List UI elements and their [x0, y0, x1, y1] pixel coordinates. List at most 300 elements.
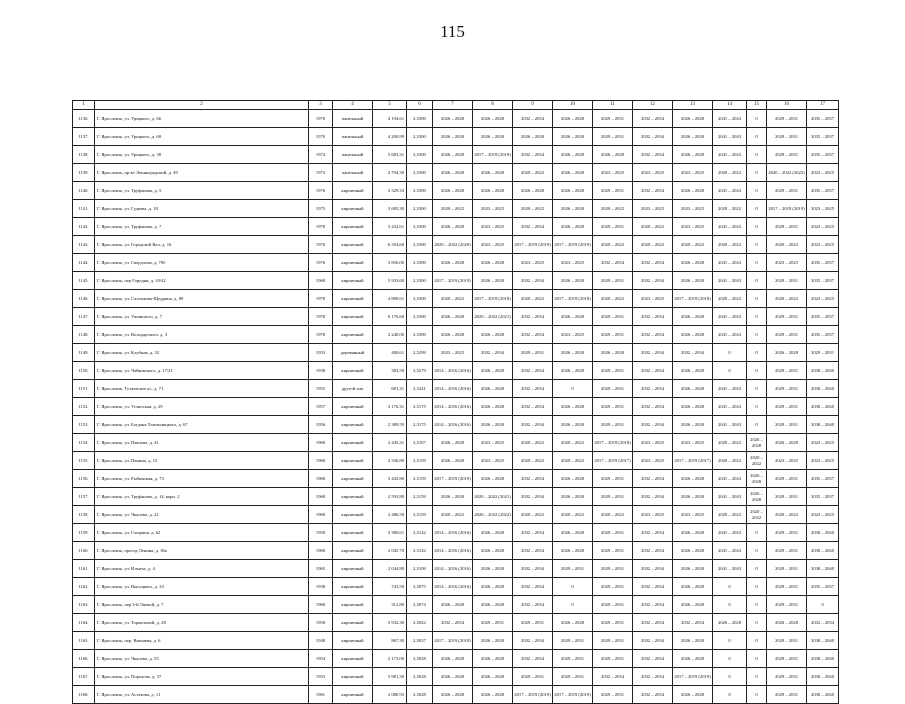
table-cell: 2 336,80	[373, 452, 407, 470]
address-cell: Г. Ярославль, ул. Астахова, д. 11	[95, 686, 309, 704]
table-cell: 2026 – 2028	[553, 182, 593, 200]
table-cell: 1978	[309, 218, 333, 236]
table-cell: 1960	[309, 434, 333, 452]
table-cell: 2,5175	[407, 416, 433, 434]
table-cell: кирпичный	[333, 614, 373, 632]
table-cell: 2023 – 2025	[633, 164, 673, 182]
table-cell: 2026 – 2028	[673, 596, 713, 614]
table-row	[73, 416, 839, 434]
header-cell: 17	[807, 101, 839, 110]
table-cell: 2,5279	[407, 362, 433, 380]
table-cell: 2014 – 2016 (2016)	[433, 560, 473, 578]
table-cell: 2020 – 2022	[713, 452, 747, 470]
table-cell: 2032 – 2034	[513, 272, 553, 290]
address-cell: Г. Ярославль, Тутаевское ш., д. 71	[95, 380, 309, 398]
table-cell: 2026 – 2028	[473, 164, 513, 182]
table-cell: 2026 – 2028	[473, 110, 513, 128]
table-cell: 2032 – 2034	[633, 128, 673, 146]
table-cell: 2029 – 2031	[593, 560, 633, 578]
table-cell: 2032 – 2034	[633, 614, 673, 632]
table-cell: 2035 – 2037	[807, 146, 839, 164]
address-cell: Г. Ярославль, ул. Чкалова, д. 53	[95, 650, 309, 668]
table-cell: 0	[747, 308, 767, 326]
table-cell: 2026 – 2028	[673, 542, 713, 560]
table-cell: 2029 – 2031	[767, 182, 807, 200]
address-cell: Г. Ярославль, ул. Труфанова, д. 5	[95, 182, 309, 200]
table-cell: 2,5300	[407, 110, 433, 128]
table-cell: 1159.	[73, 524, 95, 542]
table-cell: 2026 – 2028	[473, 254, 513, 272]
table-cell: 2029 – 2031	[553, 668, 593, 686]
table-cell: 2014 – 2016 (2016)	[433, 524, 473, 542]
table-cell: 2 794,30	[373, 164, 407, 182]
table-cell: 2026 – 2028	[433, 308, 473, 326]
table-cell: 5 932,30	[373, 614, 407, 632]
table-cell: 2023 – 2025	[473, 434, 513, 452]
table-cell: 0	[747, 578, 767, 596]
table-cell: 0	[747, 164, 767, 182]
table-cell: 1165.	[73, 632, 95, 650]
table-cell: 4 194,61	[373, 110, 407, 128]
table-cell: 2032 – 2034	[633, 650, 673, 668]
table-cell: 2032 – 2034	[513, 326, 553, 344]
table-cell: 2017 – 2019 (2019)	[673, 668, 713, 686]
table-cell: кирпичный	[333, 578, 373, 596]
table-cell: 2020 – 2022	[513, 434, 553, 452]
table-cell: 5 933,60	[373, 272, 407, 290]
table-cell: 2029 – 2031	[513, 668, 553, 686]
table-cell: 2026 – 2028	[673, 362, 713, 380]
table-cell: 1960	[309, 452, 333, 470]
table-cell: 1938	[309, 362, 333, 380]
table-cell: 2032 – 2034	[633, 182, 673, 200]
table-cell: 2 045,70	[373, 542, 407, 560]
table-cell: 2,5300	[407, 236, 433, 254]
table-cell: кирпичный	[333, 236, 373, 254]
table-cell: 0	[713, 632, 747, 650]
table-cell: деревянный	[333, 344, 373, 362]
table-row	[73, 326, 839, 344]
table-cell: 0	[747, 362, 767, 380]
table-cell: 2032 – 2034	[513, 110, 553, 128]
table-cell: 4 200,99	[373, 128, 407, 146]
table-row	[73, 470, 839, 488]
table-cell: панельный	[333, 164, 373, 182]
table-cell: 2026 – 2028	[747, 434, 767, 452]
table-cell: 2014 – 2016 (2016)	[433, 380, 473, 398]
table-cell: 2041 – 2043	[713, 524, 747, 542]
table-cell: 0	[713, 596, 747, 614]
table-cell: 2029 – 2031	[593, 614, 633, 632]
table-cell: 0	[747, 272, 767, 290]
table-cell: 2029 – 2031	[767, 524, 807, 542]
table-cell: 4 880,61	[373, 290, 407, 308]
table-cell: 2029 – 2031	[767, 632, 807, 650]
table-cell: 2032 – 2034	[673, 614, 713, 632]
table-cell: 2026 – 2028	[553, 614, 593, 632]
table-cell: 2026 – 2028	[673, 488, 713, 506]
table-cell: 2020 – 2022	[713, 200, 747, 218]
table-cell: 2,5299	[407, 344, 433, 362]
table-cell: 2023 – 2025	[807, 200, 839, 218]
header-cell: 6	[407, 101, 433, 110]
table-cell: 2041 – 2043	[713, 470, 747, 488]
table-cell: 2,5300	[407, 254, 433, 272]
table-cell: 1157.	[73, 488, 95, 506]
table-cell: 2035 – 2037	[807, 326, 839, 344]
table-cell: 2026 – 2028	[673, 632, 713, 650]
table-cell: 1976	[309, 236, 333, 254]
table-cell: 2,5042	[407, 614, 433, 632]
table-cell: 2029 – 2031	[593, 362, 633, 380]
table-cell: 1978	[309, 326, 333, 344]
table-cell: 2029 – 2031	[767, 398, 807, 416]
table-cell: 2026 – 2028	[473, 542, 513, 560]
table-row	[73, 452, 839, 470]
table-cell: 2017 – 2019 (2019)	[553, 236, 593, 254]
table-cell: 2032 – 2034	[633, 686, 673, 704]
table-cell: 2032 – 2034	[513, 542, 553, 560]
table-cell: 1148.	[73, 326, 95, 344]
header-cell: 16	[767, 101, 807, 110]
table-cell: 2 080,93	[373, 686, 407, 704]
table-cell: 2041 – 2043	[713, 398, 747, 416]
table-cell: 2026 – 2028	[593, 146, 633, 164]
table-cell: 2020 – 2022	[513, 506, 553, 524]
table-cell: 2023 – 2025	[673, 164, 713, 182]
table-cell: 2020 – 2022	[673, 236, 713, 254]
table-cell: 2017 – 2019 (2019)	[553, 686, 593, 704]
table-cell: 0	[747, 596, 767, 614]
table-cell: 2029 – 2031	[593, 596, 633, 614]
table-cell: 1145.	[73, 272, 95, 290]
table-cell: кирпичный	[333, 506, 373, 524]
table-cell: 1960	[309, 596, 333, 614]
table-cell: 2020 – 2022 (2022)	[767, 164, 807, 182]
table-cell: 2026 – 2028	[553, 146, 593, 164]
address-cell: Г. Ярославль, ул. Урицкого, д. 68	[95, 128, 309, 146]
table-cell: 2023 – 2025	[673, 200, 713, 218]
table-cell: 2026 – 2028	[433, 596, 473, 614]
table-cell: 2041 – 2043	[713, 488, 747, 506]
table-cell: 6 176,60	[373, 308, 407, 326]
table-cell: 2032 – 2034	[473, 344, 513, 362]
header-cell: 2	[95, 101, 309, 110]
table-cell: 2,5300	[407, 164, 433, 182]
table-cell: 2035 – 2037	[807, 470, 839, 488]
table-cell: 2023 – 2025	[807, 434, 839, 452]
table-cell: 3 856,00	[373, 254, 407, 272]
table-cell: 2020 – 2022	[593, 506, 633, 524]
table-row	[73, 380, 839, 398]
table-cell: 2032 – 2034	[633, 542, 673, 560]
table-cell: 1143.	[73, 236, 95, 254]
table-cell: 2032 – 2034	[633, 398, 673, 416]
table-cell: 2,5300	[407, 182, 433, 200]
table-cell: 681,31	[373, 380, 407, 398]
table-cell: 2026 – 2028	[553, 344, 593, 362]
table-cell: 2023 – 2025	[673, 506, 713, 524]
table-cell: 2026 – 2028	[553, 362, 593, 380]
table-cell: 2026 – 2028	[433, 452, 473, 470]
table-cell: 2023 – 2025	[807, 290, 839, 308]
table-cell: 2026 – 2028	[433, 668, 473, 686]
address-cell: Г. Ярославль, ул. Богдана Хмельницкого, д. 67	[95, 416, 309, 434]
table-cell: 1149.	[73, 344, 95, 362]
table-cell: кирпичный	[333, 470, 373, 488]
table-cell: 2020 – 2022	[713, 164, 747, 182]
table-cell: 1957	[309, 398, 333, 416]
table-cell: 1142.	[73, 218, 95, 236]
table-cell: 2038 – 2040	[807, 398, 839, 416]
address-cell: Г. Ярославль, ул. Чкалова, д. 22	[95, 506, 309, 524]
table-cell: кирпичный	[333, 416, 373, 434]
table-cell: кирпичный	[333, 632, 373, 650]
table-cell: 2014 – 2016 (2016)	[433, 542, 473, 560]
page-number: 115	[440, 22, 465, 41]
table-cell: 2026 – 2028	[673, 272, 713, 290]
table-cell: 2020 – 2022	[713, 236, 747, 254]
table-cell: 2029 – 2031	[473, 614, 513, 632]
table-cell: 1162.	[73, 578, 95, 596]
table-cell: 2029 – 2031	[593, 542, 633, 560]
header-cell: 8	[473, 101, 513, 110]
table-cell: 5 443,80	[373, 470, 407, 488]
address-cell: Г. Ярославль, ул. Павлова, д. 41	[95, 434, 309, 452]
table-cell: 2026 – 2028	[433, 218, 473, 236]
table-cell: 2032 – 2034	[633, 470, 673, 488]
table-cell: 2032 – 2034	[513, 146, 553, 164]
table-cell: 2,5074	[407, 596, 433, 614]
table-cell: 2035 – 2037	[807, 272, 839, 290]
table-cell: 2,5037	[407, 632, 433, 650]
table-cell: панельный	[333, 128, 373, 146]
address-cell: Г. Ярославль, ул. Угличская, д. 29	[95, 398, 309, 416]
table-cell: 2026 – 2028	[673, 110, 713, 128]
header-cell: 7	[433, 101, 473, 110]
table-cell: 2020 – 2022	[593, 236, 633, 254]
table-cell: 1953	[309, 344, 333, 362]
table-cell: 6 354,60	[373, 236, 407, 254]
table-cell: 2,5300	[407, 308, 433, 326]
table-cell: 2,5300	[407, 146, 433, 164]
table-cell: 2032 – 2034	[513, 488, 553, 506]
table-cell: 2026 – 2028	[553, 542, 593, 560]
table-cell: 2038 – 2040	[807, 542, 839, 560]
table-cell: 2029 – 2031	[767, 596, 807, 614]
table-cell: 2032 – 2034	[633, 524, 673, 542]
table-cell: 2029 – 2031	[767, 668, 807, 686]
table-cell: 2032 – 2034	[633, 560, 673, 578]
table-cell: 2026 – 2028	[553, 416, 593, 434]
table-cell: 0	[553, 578, 593, 596]
table-cell: 2,5028	[407, 668, 433, 686]
table-cell: 2020 – 2022	[553, 506, 593, 524]
table-cell: 2026 – 2028	[473, 650, 513, 668]
table-cell: кирпичный	[333, 308, 373, 326]
table-cell: 2038 – 2040	[807, 362, 839, 380]
table-cell: кирпичный	[333, 254, 373, 272]
table-cell: 2026 – 2028	[473, 380, 513, 398]
table-cell: 1970	[309, 128, 333, 146]
table-cell: 1168.	[73, 686, 95, 704]
table-cell: 2014 – 2016 (2016)	[433, 398, 473, 416]
table-cell: 0	[747, 524, 767, 542]
table-cell: 2020 – 2022	[593, 200, 633, 218]
table-cell: 2020 – 2022	[433, 506, 473, 524]
table-cell: 0	[747, 128, 767, 146]
table-cell: 2041 – 2043	[713, 182, 747, 200]
table-cell: 1166.	[73, 650, 95, 668]
table-row	[73, 596, 839, 614]
table-cell: 2029 – 2031	[593, 416, 633, 434]
table-cell: 0	[747, 650, 767, 668]
table-cell: 2035 – 2037	[807, 110, 839, 128]
address-cell: Г. Ярославль, ул. Тормозовой, д. 28	[95, 614, 309, 632]
table-cell: 1150.	[73, 362, 95, 380]
table-cell: 2 593,80	[373, 488, 407, 506]
header-row	[73, 101, 839, 110]
table-cell: 2,5300	[407, 290, 433, 308]
table-cell: 2041 – 2043	[713, 326, 747, 344]
address-cell: Г. Ярославль, ул. Салтыкова-Щедрина, д. 89	[95, 290, 309, 308]
table-cell: 1141.	[73, 200, 95, 218]
table-cell: 2041 – 2043	[713, 218, 747, 236]
table-cell: 2029 – 2031	[553, 560, 593, 578]
table-cell: 2029 – 2031	[593, 686, 633, 704]
table-cell: 2017 – 2019 (2017)	[673, 452, 713, 470]
table-cell: 0	[747, 326, 767, 344]
table-cell: 2029 – 2031	[593, 380, 633, 398]
table-row	[73, 110, 839, 128]
table-cell: 2032 – 2034	[633, 308, 673, 326]
table-cell: 2032 – 2034	[633, 632, 673, 650]
table-cell: 2026 – 2028	[473, 272, 513, 290]
address-cell: Г. Ярославль, ул. Труфанова, д. 14, корп. 2	[95, 488, 309, 506]
table-cell: 2026 – 2028	[433, 182, 473, 200]
table-cell: 2026 – 2028	[553, 524, 593, 542]
address-cell: Г. Ярославль, ул. Высоцкого, д. 33	[95, 578, 309, 596]
table-cell: 2026 – 2028	[673, 128, 713, 146]
table-cell: кирпичный	[333, 596, 373, 614]
table-cell: 2020 – 2022	[553, 452, 593, 470]
table-cell: 1976	[309, 254, 333, 272]
table-cell: 0	[807, 596, 839, 614]
table-cell: 2026 – 2028	[473, 632, 513, 650]
table-cell: 2,5167	[407, 434, 433, 452]
table-cell: 2023 – 2025	[633, 434, 673, 452]
table-cell: 2026 – 2028	[673, 308, 713, 326]
table-cell: 2026 – 2028	[673, 326, 713, 344]
table-cell: 2023 – 2025	[673, 218, 713, 236]
table-cell: 2023 – 2025	[473, 200, 513, 218]
table-cell: 2026 – 2028	[673, 398, 713, 416]
table-cell: 2023 – 2025	[633, 506, 673, 524]
table-cell: 2020 – 2022	[433, 290, 473, 308]
table-cell: 1958	[309, 614, 333, 632]
table-cell: 2,5159	[407, 506, 433, 524]
table-cell: 2,5142	[407, 524, 433, 542]
table-cell: 1961	[309, 686, 333, 704]
address-cell: Г. Ярославль, пер. Вишнева, д. 6	[95, 632, 309, 650]
address-cell: Г. Ярославль, ул. Гагарина, д. 62	[95, 524, 309, 542]
table-cell: 2035 – 2037	[807, 578, 839, 596]
table-cell: 0	[747, 110, 767, 128]
table-cell: 0	[747, 236, 767, 254]
table-cell: 2029 – 2031	[767, 272, 807, 290]
table-row	[73, 182, 839, 200]
table-cell: 2035 – 2037	[807, 254, 839, 272]
table-cell: 2029 – 2031	[593, 470, 633, 488]
table-cell: 2029 – 2031	[767, 110, 807, 128]
table-cell: 2026 – 2028	[673, 470, 713, 488]
table-cell: 2026 – 2028	[673, 686, 713, 704]
table-cell: 0	[553, 380, 593, 398]
table-cell: 2020 – 2022 (2021)	[473, 488, 513, 506]
table-cell: 2026 – 2028	[673, 416, 713, 434]
table-cell: 0	[747, 668, 767, 686]
table-cell: 1163.	[73, 596, 95, 614]
table-cell: кирпичный	[333, 668, 373, 686]
table-row	[73, 128, 839, 146]
table-cell: кирпичный	[333, 452, 373, 470]
table-cell: 2026 – 2028	[473, 560, 513, 578]
table-cell: 0	[747, 200, 767, 218]
table-cell: 2023 – 2025	[553, 326, 593, 344]
table-row	[73, 218, 839, 236]
table-row	[73, 290, 839, 308]
address-cell: Г. Ярославль, пер Городня, д. 10/42	[95, 272, 309, 290]
table-cell: кирпичный	[333, 362, 373, 380]
table-cell: кирпичный	[333, 326, 373, 344]
table-row	[73, 308, 839, 326]
table-cell: 1144.	[73, 254, 95, 272]
table-cell: кирпичный	[333, 182, 373, 200]
table-cell: 0	[747, 416, 767, 434]
table-cell: 2,5028	[407, 686, 433, 704]
table-cell: 2038 – 2040	[807, 416, 839, 434]
table-cell: 0	[747, 542, 767, 560]
table-row	[73, 434, 839, 452]
address-cell: Г. Ярославль, ул. Володарского, д. 3	[95, 326, 309, 344]
table-cell: 2023 – 2025	[473, 218, 513, 236]
table-cell: 2029 – 2031	[593, 398, 633, 416]
table-cell: 2038 – 2040	[807, 650, 839, 668]
table-cell: 2020 – 2022	[633, 236, 673, 254]
table-cell: 2020 – 2022	[747, 452, 767, 470]
table-cell: 0	[747, 632, 767, 650]
table-row	[73, 542, 839, 560]
table-cell: 1156.	[73, 470, 95, 488]
address-cell: Г. Ярославль, ул. Ильича, д. 4	[95, 560, 309, 578]
table-cell: 1953	[309, 668, 333, 686]
table-cell: 2026 – 2028	[513, 182, 553, 200]
table-cell: 1155.	[73, 452, 95, 470]
table-cell: 2020 – 2022	[593, 290, 633, 308]
table-row	[73, 506, 839, 524]
header-cell: 9	[513, 101, 553, 110]
table-cell: 2014 – 2016 (2016)	[433, 578, 473, 596]
table-cell: 1955	[309, 380, 333, 398]
table-cell: 1161.	[73, 560, 95, 578]
table-cell: 1960	[309, 542, 333, 560]
table-cell: 2029 – 2031	[767, 416, 807, 434]
table-cell: 2029 – 2031	[767, 560, 807, 578]
table-cell: 1136.	[73, 110, 95, 128]
table-cell: 2026 – 2028	[673, 560, 713, 578]
table-cell: 1137.	[73, 128, 95, 146]
table-cell: панельный	[333, 110, 373, 128]
